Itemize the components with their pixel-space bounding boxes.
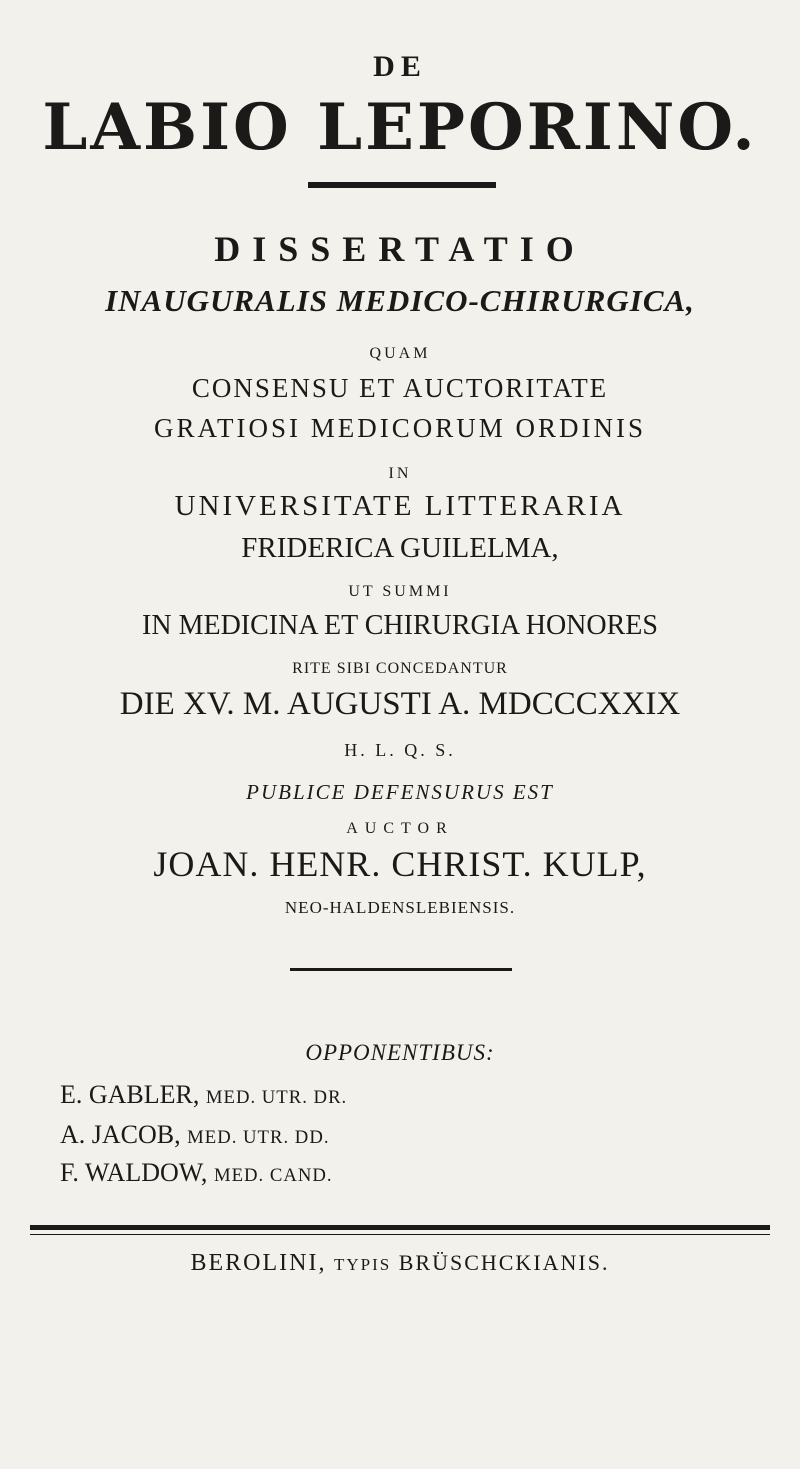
imprint-typis: TYPIS xyxy=(333,1255,392,1274)
opponent-name: F. WALDOW, xyxy=(60,1158,208,1187)
main-title: LABIO LEPORINO. xyxy=(42,90,758,165)
author-origin: NEO-HALDENSLEBIENSIS. xyxy=(284,898,516,917)
opponent-title: MED. UTR. DD. xyxy=(187,1127,330,1148)
gratiosi-line: GRATIOSI MEDICORUM ORDINIS xyxy=(153,413,647,443)
opponent-3 xyxy=(60,1158,333,1188)
opponent-name: E. GABLER, xyxy=(60,1080,200,1109)
hlqs-line: H. L. Q. S. xyxy=(344,740,456,760)
in-line: IN xyxy=(388,465,412,482)
universitate-line: UNIVERSITATE LITTERARIA xyxy=(174,490,626,522)
imprint xyxy=(0,1250,800,1277)
imprint-printer: BRÜSCHCKIANIS. xyxy=(398,1250,610,1275)
opponent-2 xyxy=(60,1120,330,1150)
date-line: DIE XV. M. AUGUSTI A. MDCCCXXIX xyxy=(119,686,681,722)
middle-rule xyxy=(290,968,512,971)
dissertation-subtitle: INAUGURALIS MEDICO-CHIRURGICA, xyxy=(105,283,695,318)
title-de: DE xyxy=(373,50,427,83)
opponent-1 xyxy=(60,1080,347,1110)
author-name: JOAN. HENR. CHRIST. KULP, xyxy=(153,844,647,884)
opponents-heading: OPPONENTIBUS: xyxy=(305,1040,495,1065)
imprint-rule-thin xyxy=(30,1234,770,1235)
opponent-name: A. JACOB, xyxy=(60,1120,181,1149)
imprint-place: BEROLINI, xyxy=(190,1250,327,1276)
opponent-title: MED. UTR. DR. xyxy=(205,1087,348,1108)
friderica-line: FRIDERICA GUILELMA, xyxy=(241,532,559,564)
rite-line: RITE SIBI CONCEDANTUR xyxy=(292,660,508,677)
ut-summi-line: UT SUMMI xyxy=(348,583,452,600)
consensu-line: CONSENSU ET AUCTORITATE xyxy=(191,373,609,403)
opponent-title: MED. CAND. xyxy=(213,1165,333,1186)
quam-line: QUAM xyxy=(369,345,431,362)
title-rule xyxy=(308,182,496,188)
in-medicina-line: IN MEDICINA ET CHIRURGIA HONORES xyxy=(142,610,658,641)
imprint-rule-thick xyxy=(30,1225,770,1230)
dissertatio-heading: DISSERTATIO xyxy=(214,229,586,269)
publice-line: PUBLICE DEFENSURUS EST xyxy=(246,780,554,804)
auctor-line: AUCTOR xyxy=(346,820,454,837)
